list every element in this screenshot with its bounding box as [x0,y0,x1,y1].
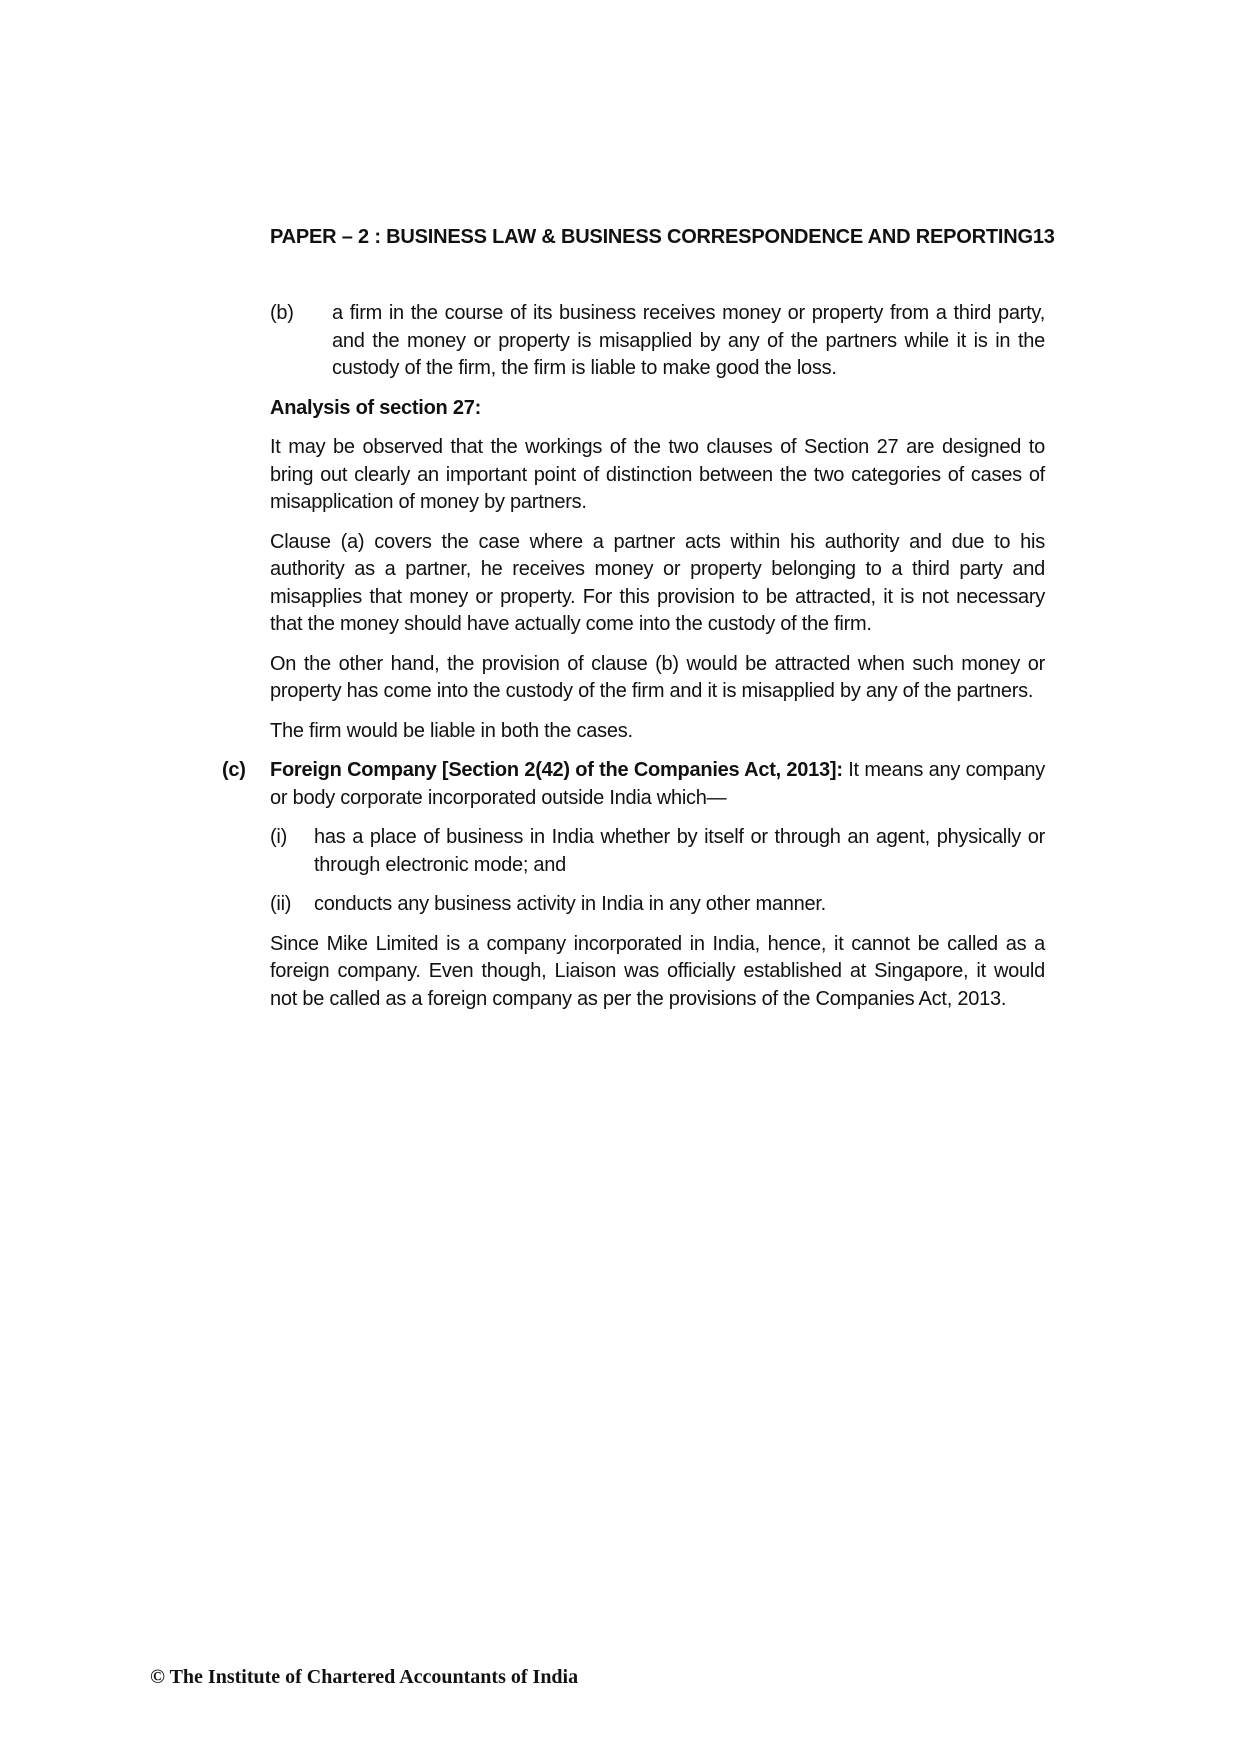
part-c-label: (c) [222,759,246,781]
analysis-paragraph-3: On the other hand, the provision of clause (b) would be attracted when such money or property has come into the custody of the firm and it is misapplied by any of the partners. [270,652,1045,702]
part-c-item-i [270,824,1045,879]
part-c-item-i-text: has a place of business in India whether by itself or through an agent, physically or through electronic mode; and [314,826,1045,876]
part-c-item-i-label: (i) [270,826,288,848]
header-title: PAPER – 2 : BUSINESS LAW & BUSINESS CORRESPONDENCE AND REPORTING [270,226,1033,248]
part-c-bold-heading: Foreign Company [Section 2(42) of the Companies Act, 2013]: [270,759,843,781]
clause-b-label: (b) [270,302,294,324]
analysis-heading: Analysis of section 27: [270,396,481,419]
part-c-item-ii-label: (ii) [270,893,292,915]
part-c-conclusion: Since Mike Limited is a company incorporated in India, hence, it cannot be called as a foreign company. Even though, Liaison was officially established at Singapore, it would not be called as a foreign company as per the provisions of the Companies Act, 2013. [270,932,1045,1010]
analysis-paragraph-4: The firm would be liable in both the cases. [270,719,633,742]
analysis-paragraph-2: Clause (a) covers the case where a partner acts within his authority and due to his authority as a partner, he receives money or property belonging to a third party and misapplies that money or property. For this provision to be attracted, it is not necessary that the money should have actually come into the custody of the firm. [270,530,1045,635]
copyright-footer: © The Institute of Chartered Accountants of India [150,1666,579,1688]
clause-b [270,300,1045,383]
part-c [222,757,1045,812]
page-content [222,300,1045,1025]
running-header [270,226,1055,249]
clause-b-text: a firm in the course of its business receives money or property from a third party, and the money or property is misapplied by any of the partners while it is in the custody of the firm, the firm is liable to make good the loss. [332,302,1045,379]
part-c-intro [270,757,1045,812]
part-c-intro-text: It means any company or body corporate incorporated outside India which— [270,759,1045,809]
part-c-item-ii-text: conducts any business activity in India in any other manner. [314,893,826,915]
part-c-item-ii [270,891,1045,919]
page-number: 13 [1032,226,1055,248]
analysis-paragraph-1: It may be observed that the workings of the two clauses of Section 27 are designed to bring out clearly an important point of distinction between the two categories of cases of misapplication of money by partners. [270,436,1045,513]
